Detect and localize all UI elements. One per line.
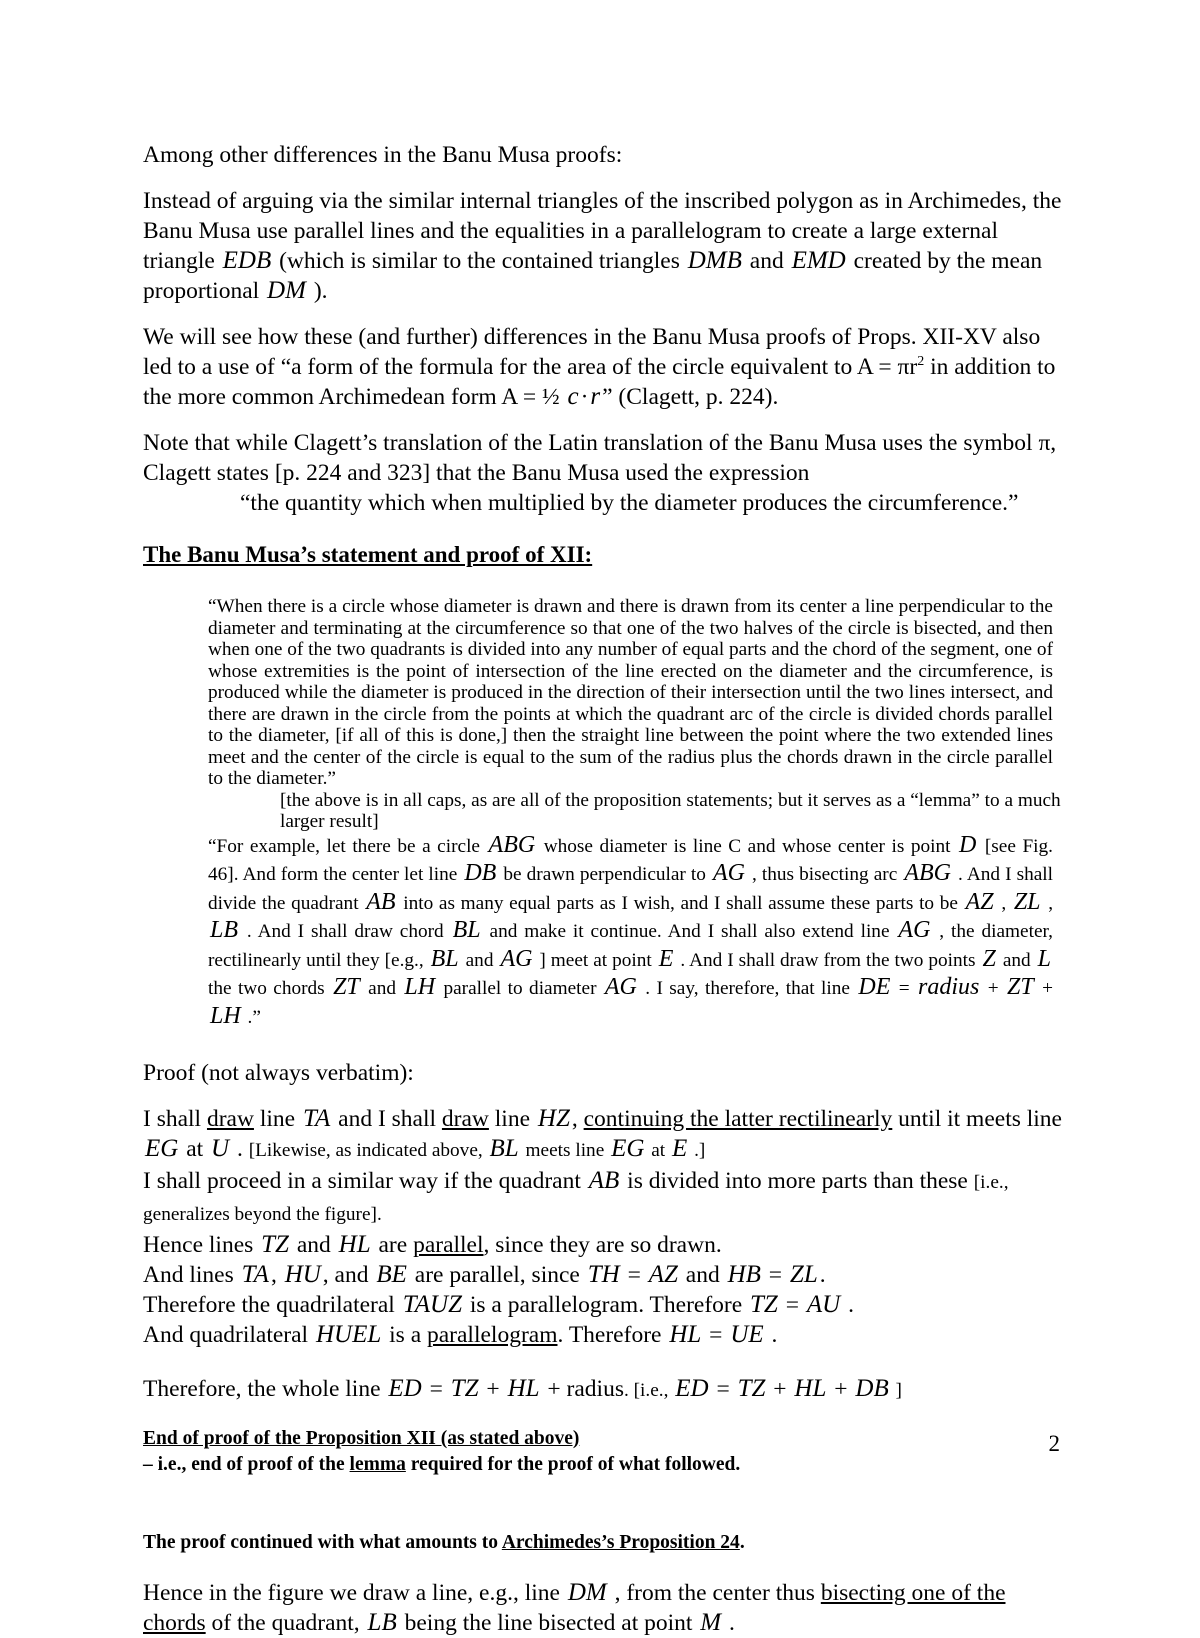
math-expression: TA [302, 1105, 331, 1132]
math-expression: HZ [537, 1105, 570, 1132]
text-run: End of proof of the Proposition XII (as stated above) [143, 1428, 580, 1449]
math-expression: EG [145, 1135, 179, 1162]
note-proof-continued: The proof continued with what amounts to Archimedes’s Proposition 24. [143, 1532, 745, 1553]
math-expression: LB [210, 917, 239, 943]
para-proof-label: Proof (not always verbatim): [143, 1060, 414, 1086]
math-expression: TH [587, 1261, 620, 1288]
math-expression: BL [489, 1135, 519, 1162]
para-whole-line: Therefore, the whole line ED = TZ + HL + radius. [i.e., ED = TZ + HL + DB ] [143, 1375, 902, 1402]
note-all-caps: [the above is in all caps, as are all of the proposition statements; but it serves as a “lemma” to a much larger result] [280, 789, 1061, 832]
math-expression: LH [404, 974, 436, 1000]
text-run: [Likewise, as indicated above, [248, 1140, 488, 1161]
math-expression: AZ [648, 1261, 678, 1288]
para-we-will-see: We will see how these (and further) differences in the Banu Musa proofs of Props. XII-XV also led to a use of “a form of the formula for the area of the circle equivalent to $A = \pi r^2$ in addition to the more common Archimedean form A = ½ c·r” (Clagett, p. 224). [143, 324, 1056, 410]
math-expression: LB [367, 1609, 397, 1636]
para-proceed-similar-way: I shall proceed in a similar way if the quadrant AB is divided into more parts than these [i.e., generalizes beyond the figure]. [143, 1167, 1009, 1225]
text-run: . [i.e., [623, 1380, 674, 1401]
math-expression: LH [210, 1002, 241, 1029]
math-expression: AB [366, 888, 396, 915]
math-expression: HUEL [315, 1321, 382, 1348]
math-expression: UE [730, 1321, 764, 1348]
text-run: The Banu Musa’s statement and proof of XII: [143, 542, 593, 567]
math-expression: ZL [1013, 888, 1041, 915]
math-expression: D [959, 831, 977, 858]
math-expression: BL [452, 917, 481, 943]
math-expression: U [211, 1135, 230, 1162]
text-run: at [646, 1140, 670, 1161]
text-run: draw [441, 1106, 489, 1132]
text-run: .] [689, 1140, 706, 1161]
math-expression: r [590, 383, 601, 410]
math-expression: DM [567, 1579, 607, 1606]
math-expression: TA [241, 1261, 269, 1288]
math-expression: AG [898, 917, 931, 943]
page-number: 2 [1048, 1431, 1060, 1456]
line-quantity-quote: “the quantity which when multiplied by the diameter produces the circumference.” [240, 490, 1019, 516]
math-expression: ABG [488, 831, 536, 858]
math-expression: TZ [261, 1231, 289, 1258]
math-expression: BE [376, 1261, 407, 1288]
math-expression: EDB [222, 247, 272, 274]
text-run: [i.e., generalizes beyond the figure]. [143, 1172, 1009, 1225]
text-run: Archimedes’s Proposition 24 [501, 1532, 740, 1553]
math-expression: Z [982, 945, 996, 972]
math-expression: radius [918, 974, 980, 1000]
para-hence-lines-parallel: Hence lines TZ and HL are parallel, since they are so drawn. [143, 1231, 722, 1258]
math-expression: DB [464, 860, 497, 886]
math-expression: AZ [965, 888, 994, 915]
math-expression: TAUZ [402, 1291, 462, 1318]
para-hence-in-figure: Hence in the figure we draw a line, e.g., line DM , from the center thus bisecting one of the chords of the quadrant, LB being the line bisected at point M . [143, 1579, 1006, 1636]
math-expression: HL [507, 1375, 540, 1402]
math-expression: ED [675, 1375, 709, 1402]
note-end-of-proof [143, 1426, 1068, 1452]
blockquote-proposition-xii: “When there is a circle whose diameter is drawn and there is drawn from its center a line perpendicular to the diameter and terminating at the circumference so that one of the two halves of the circle is bisected, and then when one of the two quadrants is divided into any number of equal parts and the chord of the segment, one of whose extremities is the point of intersection of the line erected on the diameter and the circumference, is produced while the diameter is produced in the direction of their intersection until the two lines intersect, and there are drawn in the circle from the points at which the quadrant arc of the circle is divided chords parallel to the diameter, [if all of this is done,] then the straight line between the point where the two extended lines meet and the center of the circle is equal to the sum of the radius plus the chords drawn in the circle parallel to the diameter.” [208, 596, 1053, 789]
text-run: bisecting one of the chords [143, 1580, 1006, 1636]
para-instead-of-arguing: Instead of arguing via the similar internal triangles of the inscribed polygon as in Archimedes, the Banu Musa use parallel lines and the equalities in a parallelogram to create a large external triangle EDB (which is similar to the contained triangles DMB and EMD created by the mean proportional DM ). [143, 188, 1062, 304]
text-run: 2 [917, 354, 925, 370]
math-expression: c [567, 383, 579, 410]
math-expression: EG [611, 1135, 645, 1162]
math-expression: ZL [789, 1261, 818, 1288]
note-end-of-lemma: – i.e., end of proof of the lemma required for the proof of what followed. [143, 1454, 741, 1475]
math-expression: AB [588, 1167, 620, 1194]
text-run: draw [206, 1106, 254, 1132]
math-expression: AG [712, 860, 745, 886]
blockquote-for-example: “For example, let there be a circle ABG whose diameter is line C and whose center is point D [see Fig. 46]. And form the center let line DB be drawn perpendicular to AG , thus bisecting arc ABG . And I shall divide the quadrant AB into as many equal parts as I wish, and I shall assume these parts to be AZ , ZL , LB . And I shall draw chord BL and make it continue. And I shall also extend line AG , the diameter, rectilinearly until they [e.g., BL and AG ] meet at point E . And I shall draw from the two points Z and L the two chords ZT and LH parallel to diameter AG . I say, therefore, that line DE = radius + ZT + LH .” [208, 831, 1054, 1029]
math-expression: HL [669, 1321, 702, 1348]
heading-banu-musa-statement-xii [143, 540, 1068, 570]
para-quadrilateral-tauz: Therefore the quadrilateral TAUZ is a parallelogram. Therefore TZ = AU . [143, 1291, 854, 1318]
math-expression: EMD [791, 247, 846, 274]
text-run: lemma [349, 1454, 406, 1475]
math-expression: E [671, 1135, 688, 1162]
math-expression: ZT [1007, 974, 1034, 1000]
math-expression: ZT [333, 974, 360, 1000]
text-run: parallelogram [427, 1322, 558, 1348]
math-expression: L [1037, 945, 1051, 972]
math-expression: ED [388, 1375, 422, 1402]
math-expression: TZ [450, 1375, 479, 1402]
text-run: ] [890, 1380, 902, 1401]
math-expression: E [658, 945, 674, 972]
document-content [143, 140, 1068, 1638]
math-expression: AU [806, 1291, 841, 1318]
para-draw-lines: I shall draw line TA and I shall draw line HZ, continuing the latter rectilinearly until it meets line EG at U . [Likewise, as indicated above, BL meets line EG at E .] [143, 1105, 1062, 1162]
math-expression: DMB [687, 247, 742, 274]
para-note-clagett: Note that while Clagett’s translation of the Latin translation of the Banu Musa uses the symbol π, Clagett states [p. 224 and 323] that the Banu Musa used the expression [143, 430, 1057, 486]
math-expression: TZ [737, 1375, 766, 1402]
math-expression: M [700, 1609, 722, 1636]
math-expression: AG [500, 945, 533, 972]
text-run: meets line [520, 1140, 610, 1161]
math-expression: BL [430, 945, 459, 972]
math-expression: HU [284, 1261, 321, 1288]
para-among-differences: Among other differences in the Banu Musa proofs: [143, 142, 623, 168]
math-expression: AG [604, 974, 637, 1000]
math-expression: DB [855, 1375, 889, 1402]
math-expression: TZ [750, 1291, 778, 1318]
para-quadrilateral-huel: And quadrilateral HUEL is a parallelogram. Therefore HL = UE . [143, 1321, 778, 1348]
math-expression: DM [267, 277, 306, 304]
para-and-lines-parallel: And lines TA, HU, and BE are parallel, since TH = AZ and HB = ZL. [143, 1261, 826, 1288]
text-run: continuing the latter rectilinearly [583, 1106, 893, 1132]
text-run: parallel [413, 1232, 484, 1258]
math-expression: DE [858, 974, 891, 1000]
math-expression: ABG [904, 860, 951, 886]
math-expression: HL [338, 1231, 371, 1258]
math-expression: HB [727, 1261, 761, 1288]
math-expression: HL [794, 1375, 827, 1402]
